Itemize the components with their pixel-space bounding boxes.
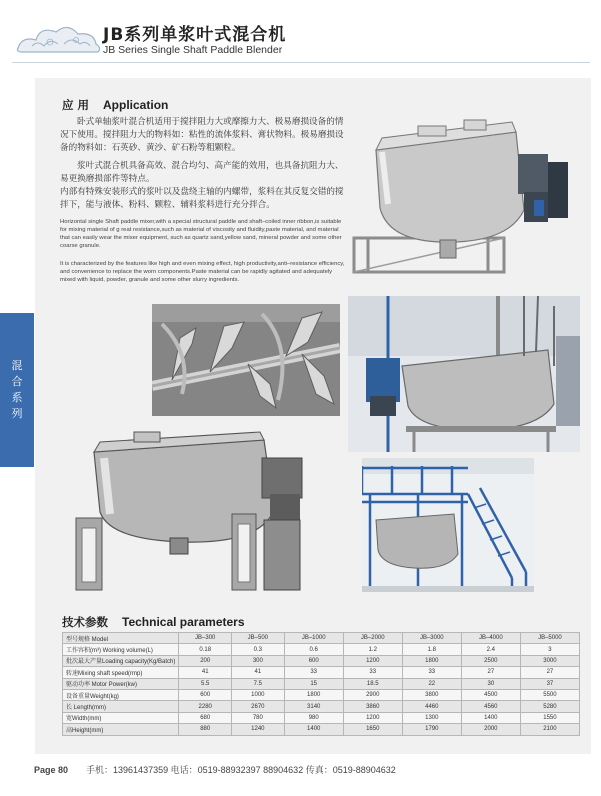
table-header-cell: JB–3000 — [402, 633, 461, 644]
table-cell: 300 — [232, 655, 285, 666]
application-text-en-2: It is characterized by the features like high and even mixing effect, high productivity,anti–resistance efficiency, and convenience to replace the worn components.Paste material can be rapidly agitated and adequately mixed with liquid, powder, granule and some other slurry ingredients. — [60, 261, 345, 284]
table-row-label: 批次最大产量Loading capacity(Kg/Batch) — [63, 655, 179, 666]
application-text-cn-1: 卧式单轴浆叶混合机适用于搅拌阻力大或摩擦力大、极易磨损设备的情况下使用。搅拌阻力大的物料如：粘性的流体浆料、膏状物料。极易磨损设备的物料如：石英砂、黄沙、矿石粉等粗颗粒。 — [60, 117, 344, 154]
table-cell: 33 — [343, 667, 402, 678]
table-cell: 880 — [179, 724, 232, 735]
table-header-cell: 型号规格 Model — [63, 633, 179, 644]
table-header-row — [63, 633, 580, 644]
table-cell: 27 — [461, 667, 520, 678]
table-row-label: 宽Width(mm) — [63, 712, 179, 723]
tech-heading-cn: 技术参数 — [62, 615, 108, 629]
table-header-cell: JB–1000 — [284, 633, 343, 644]
table-cell: 1800 — [284, 689, 343, 700]
table-row — [63, 689, 580, 700]
application-text-en-1: Horizontal single Shaft paddle mixer,with a special structural paddle and shaft–coiled inner ribbon,is suitable for mixing material of g reat resistance,such as material of viscosity and fluidity,paste material, and material that can easily wear the mixer equipment, such as quartz sand,yellow sand, mineral powder and some other coarse granule. — [60, 219, 342, 250]
table-cell: 3 — [520, 644, 579, 655]
table-cell: 41 — [179, 667, 232, 678]
side-char: 混 — [11, 359, 23, 372]
table-cell: 1400 — [461, 712, 520, 723]
table-row-label: 设备重量Weight(kg) — [63, 689, 179, 700]
page-number: Page 80 — [34, 765, 69, 775]
tech-heading — [62, 614, 245, 630]
table-cell: 41 — [232, 667, 285, 678]
table-cell: 1800 — [402, 655, 461, 666]
table-cell: 1300 — [402, 712, 461, 723]
table-row — [63, 678, 580, 689]
factory-install-photo — [348, 296, 580, 452]
table-cell: 33 — [284, 667, 343, 678]
page-footer — [34, 763, 396, 776]
table-header-cell: JB–5000 — [520, 633, 579, 644]
table-cell: 1.8 — [402, 644, 461, 655]
table-header-cell: JB–4000 — [461, 633, 520, 644]
table-cell: 4560 — [461, 701, 520, 712]
table-row — [63, 644, 580, 655]
table-cell: 15 — [284, 678, 343, 689]
table-cell: 1790 — [402, 724, 461, 735]
application-heading — [62, 97, 168, 113]
contact-info: 手机：13961437359 电话：0519-88932397 88904632 传真：0519-88904632 — [86, 765, 396, 775]
table-cell: 4500 — [461, 689, 520, 700]
table-cell: 30 — [461, 678, 520, 689]
side-char: 列 — [11, 407, 23, 420]
table-cell: 37 — [520, 678, 579, 689]
table-cell: 5280 — [520, 701, 579, 712]
table-cell: 600 — [284, 655, 343, 666]
table-row-label: 长 Length(mm) — [63, 701, 179, 712]
table-header-cell: JB–2000 — [343, 633, 402, 644]
table-cell: 22 — [402, 678, 461, 689]
table-row — [63, 724, 580, 735]
page-title: JB系列单浆叶式混合机 — [103, 25, 287, 45]
table-cell: 1200 — [343, 655, 402, 666]
table-cell: 2280 — [179, 701, 232, 712]
table-cell: 3140 — [284, 701, 343, 712]
table-row-label: 转速Mixing shaft speed(rmp) — [63, 667, 179, 678]
side-category-label — [0, 313, 34, 467]
table-cell: 33 — [402, 667, 461, 678]
table-cell: 2670 — [232, 701, 285, 712]
table-cell: 7.5 — [232, 678, 285, 689]
table-cell: 1650 — [343, 724, 402, 735]
table-cell: 0.6 — [284, 644, 343, 655]
table-cell: 18.5 — [343, 678, 402, 689]
table-cell: 2900 — [343, 689, 402, 700]
application-heading-cn: 应 用 — [62, 98, 90, 112]
table-cell: 0.3 — [232, 644, 285, 655]
table-cell: 200 — [179, 655, 232, 666]
table-header-cell: JB–300 — [179, 633, 232, 644]
application-text-cn-3: 内部有特殊安装形式的浆叶以及盘绕主轴的内螺带，浆料在其反复交错的搅拌下，能与液体、粉料、颗粒、辅料浆料进行充分拌合。 — [60, 187, 344, 211]
table-cell: 5500 — [520, 689, 579, 700]
table-cell: 3000 — [520, 655, 579, 666]
table-cell: 680 — [179, 712, 232, 723]
table-cell: 3860 — [343, 701, 402, 712]
side-char: 系 — [11, 391, 23, 404]
table-cell: 0.18 — [179, 644, 232, 655]
table-cell: 980 — [284, 712, 343, 723]
tech-params-table — [62, 632, 580, 736]
application-text-cn-2: 浆叶式混合机具备高效、混合均匀、高产能的效用，也具备抗阻力大、易更换磨损部件等特点。 — [60, 161, 344, 185]
table-header-cell: JB–500 — [232, 633, 285, 644]
table-row-label: 驱动功率 Motor Power(kw) — [63, 678, 179, 689]
table-cell: 5.5 — [179, 678, 232, 689]
side-category-tab — [0, 313, 34, 467]
table-cell: 27 — [520, 667, 579, 678]
table-cell: 1000 — [232, 689, 285, 700]
table-cell: 1240 — [232, 724, 285, 735]
table-row-label: 高Height(mm) — [63, 724, 179, 735]
header-divider — [12, 62, 590, 63]
table-cell: 600 — [179, 689, 232, 700]
table-cell: 780 — [232, 712, 285, 723]
cloud-logo-icon — [14, 18, 104, 60]
table-row — [63, 701, 580, 712]
table-cell: 1200 — [343, 712, 402, 723]
table-cell: 2100 — [520, 724, 579, 735]
table-cell: 4460 — [402, 701, 461, 712]
table-cell: 2.4 — [461, 644, 520, 655]
table-cell: 2500 — [461, 655, 520, 666]
table-row — [63, 712, 580, 723]
blender-photo-main — [348, 92, 580, 282]
side-char: 合 — [11, 375, 23, 388]
table-cell: 3800 — [402, 689, 461, 700]
platform-stairs-photo — [362, 458, 534, 592]
table-row — [63, 667, 580, 678]
paddle-shaft-photo — [152, 304, 340, 416]
table-cell: 1400 — [284, 724, 343, 735]
table-cell: 2000 — [461, 724, 520, 735]
table-cell: 1550 — [520, 712, 579, 723]
horizontal-blender-photo — [64, 418, 312, 594]
table-row-label: 工作容积(m³) Working volume(L) — [63, 644, 179, 655]
table-row — [63, 655, 580, 666]
tech-heading-en: Technical parameters — [122, 615, 245, 629]
table-cell: 1.2 — [343, 644, 402, 655]
application-heading-en: Application — [103, 98, 169, 112]
page-subtitle: JB Series Single Shaft Paddle Blender — [103, 44, 283, 56]
